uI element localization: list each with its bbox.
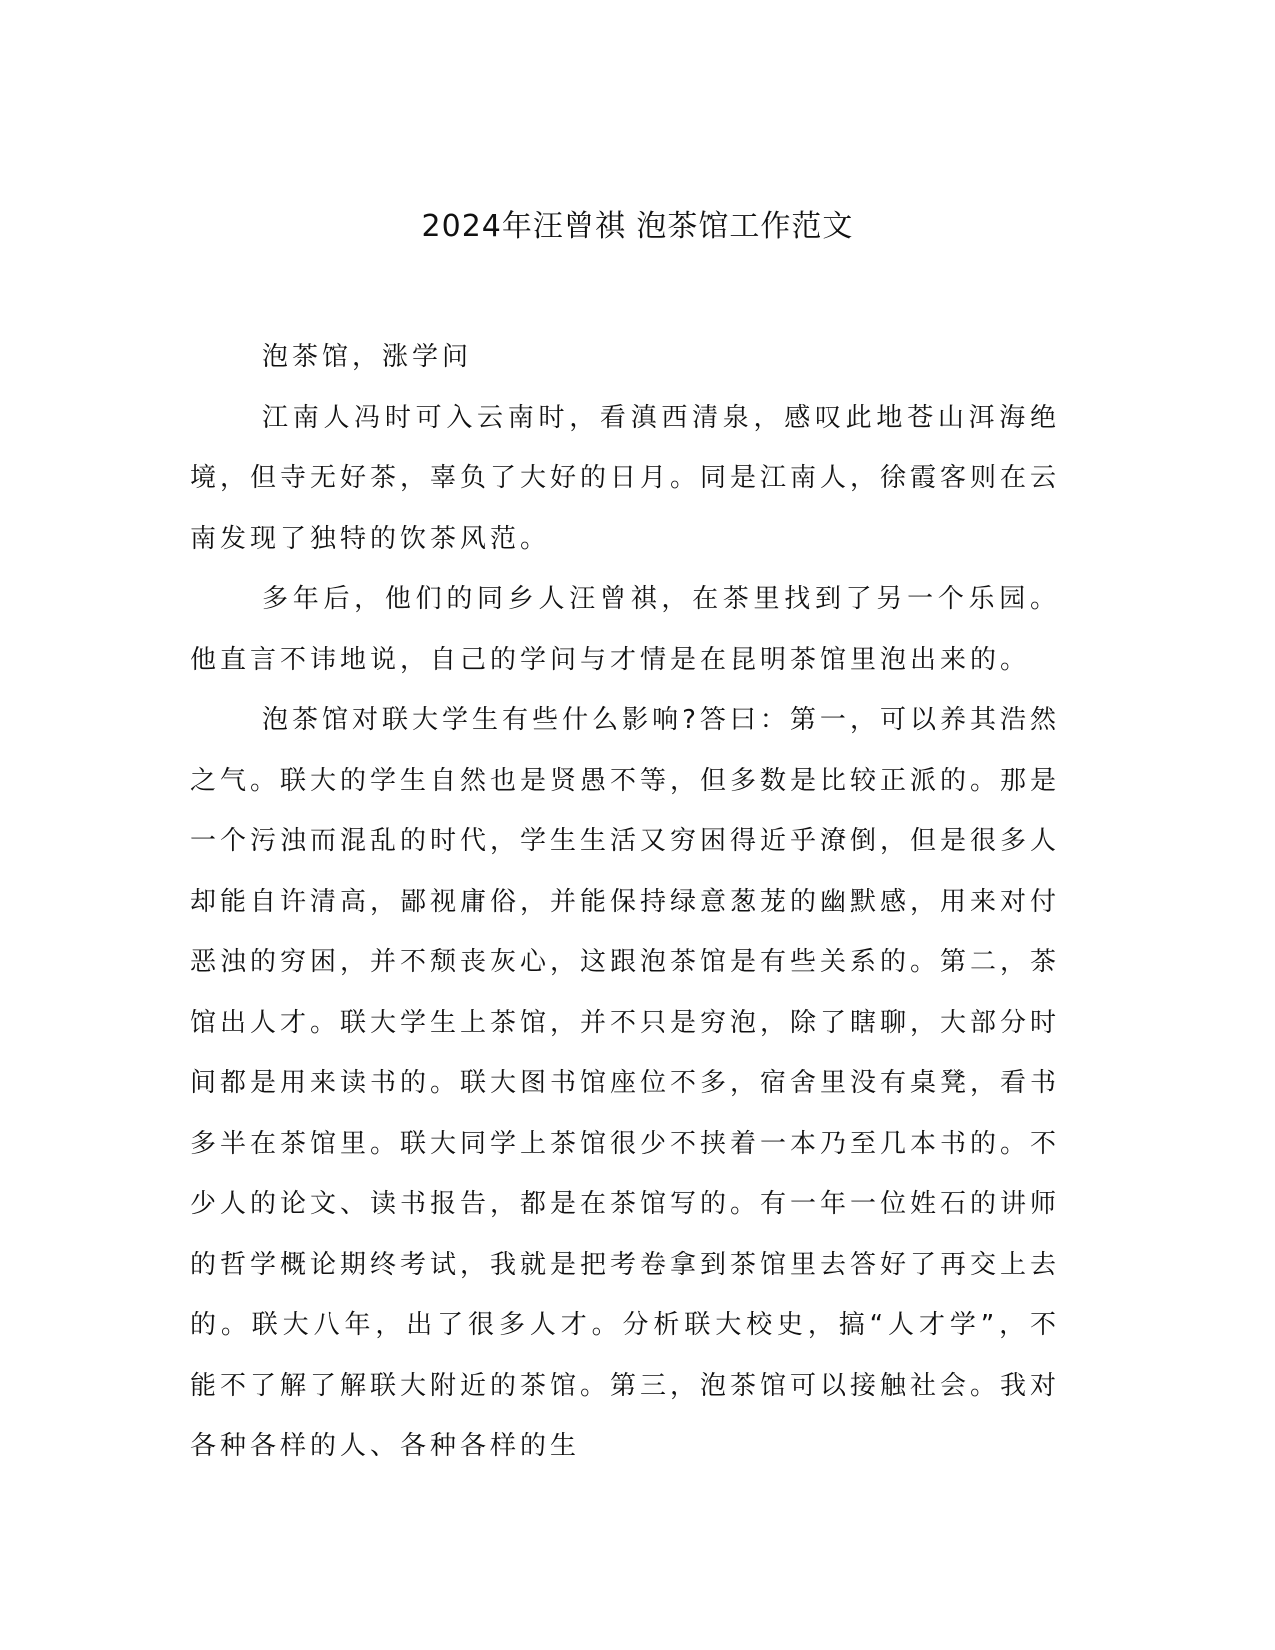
- section-heading: 泡茶馆，涨学问: [262, 342, 473, 372]
- paragraph: 泡茶馆对联大学生有些什么影响?答曰：第一，可以养其浩然之气。联大的学生自然也是贤愚不等，但多数是比较正派的。那是一个污浊而混乱的时代，学生生活又穷困得近乎潦倒，但是很多人却能自许清高，鄙视庸俗，并能保持绿意葱茏的幽默感，用来对付恶浊的穷困，并不颓丧灰心，这跟泡茶馆是有些关系的。第二，茶馆出人才。联大学生上茶馆，并不只是穷泡，除了瞎聊，大部分时间都是用来读书的。联大图书馆座位不多，宿舍里没有桌凳，看书多半在茶馆里。联大同学上茶馆很少不挟着一本乃至几本书的。不少人的论文、读书报告，都是在茶馆写的。有一年一位姓石的讲师的哲学概论期终考试，我就是把考卷拿到茶馆里去答好了再交上去的。联大八年，出了很多人才。分析联大校史，搞“人才学”，不能不了解了解联大附近的茶馆。第三，泡茶馆可以接触社会。我对各种各样的人、各种各样的生: [190, 705, 1061, 1461]
- paragraph: 江南人冯时可入云南时，看滇西清泉，感叹此地苍山洱海绝境，但寺无好茶，辜负了大好的日月。同是江南人，徐霞客则在云南发现了独特的饮茶风范。: [190, 402, 1061, 554]
- document-title: 2024年汪曾祺 泡茶馆工作范文: [421, 209, 854, 244]
- paragraph: 多年后，他们的同乡人汪曾祺，在茶里找到了另一个乐园。他直言不讳地说，自己的学问与才情是在昆明茶馆里泡出来的。: [190, 584, 1060, 675]
- document-body: [190, 327, 1060, 1477]
